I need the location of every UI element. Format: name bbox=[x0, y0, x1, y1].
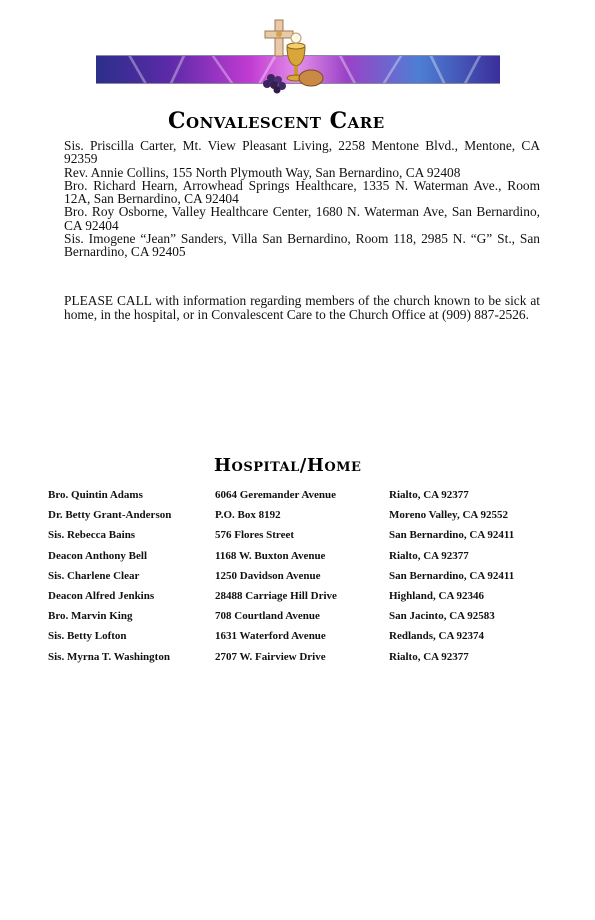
member-address: 708 Courtland Avenue bbox=[215, 610, 320, 623]
member-address: 1250 Davidson Avenue bbox=[215, 569, 321, 582]
member-city: Rialto, CA 92377 bbox=[389, 489, 469, 502]
member-name: Deacon Alfred Jenkins bbox=[48, 590, 155, 603]
table-row bbox=[48, 485, 549, 505]
list-item: Bro. Roy Osborne, Valley Healthcare Center, 1680 N. Waterman Ave, San Bernardino, CA 92404 bbox=[64, 204, 540, 233]
member-city: San Bernardino, CA 92411 bbox=[389, 569, 515, 582]
table-row bbox=[48, 626, 549, 646]
section-title-convalescent-care: Convalescent Care bbox=[168, 108, 385, 134]
member-city: Moreno Valley, CA 92552 bbox=[389, 509, 508, 522]
member-city: Rialto, CA 92377 bbox=[389, 549, 469, 562]
member-address: 576 Flores Street bbox=[215, 529, 295, 542]
member-name: Sis. Myrna T. Washington bbox=[48, 650, 170, 663]
section-title-hospital-home: Hospital/Home bbox=[214, 455, 362, 476]
list-item: Bro. Richard Hearn, Arrowhead Springs Healthcare, 1335 N. Waterman Ave., Room 12A, San Bernardino, CA 92404 bbox=[64, 177, 540, 207]
member-name: Sis. Rebecca Bains bbox=[48, 529, 136, 542]
member-city: San Bernardino, CA 92411 bbox=[389, 529, 515, 542]
member-address: 2707 W. Fairview Drive bbox=[215, 650, 326, 663]
member-name: Dr. Betty Grant-Anderson bbox=[48, 509, 172, 522]
table-row bbox=[48, 546, 549, 566]
member-name: Deacon Anthony Bell bbox=[48, 549, 148, 562]
table-row bbox=[48, 647, 549, 667]
table-row bbox=[48, 566, 549, 586]
member-address: P.O. Box 8192 bbox=[215, 509, 281, 522]
member-city: Rialto, CA 92377 bbox=[389, 650, 469, 663]
member-address: 6064 Geremander Avenue bbox=[215, 489, 336, 502]
list-item: Sis. Imogene “Jean” Sanders, Villa San Bernardino, Room 118, 2985 N. “G” St., San Bernardino, CA 92405 bbox=[64, 231, 540, 260]
convalescent-list bbox=[64, 139, 540, 259]
table-row bbox=[48, 606, 549, 626]
member-city: San Jacinto, CA 92583 bbox=[389, 610, 495, 623]
call-notice: PLEASE CALL with information regarding members of the church known to be sick at home, in the hospital, or in Convalescent Care to the Church Office at (909) 887-2526. bbox=[64, 293, 540, 322]
member-city: Highland, CA 92346 bbox=[389, 590, 485, 603]
list-item: Rev. Annie Collins, 155 North Plymouth Way, San Bernardino, CA 92408 bbox=[64, 164, 461, 180]
member-city: Redlands, CA 92374 bbox=[389, 630, 485, 643]
chalice-and-cross-icon bbox=[255, 18, 333, 94]
hospital-home-table bbox=[48, 485, 549, 667]
member-name: Sis. Charlene Clear bbox=[48, 569, 140, 582]
member-name: Bro. Quintin Adams bbox=[48, 489, 143, 502]
member-address: 1168 W. Buxton Avenue bbox=[215, 549, 326, 562]
table-row bbox=[48, 525, 549, 545]
member-address: 1631 Waterford Avenue bbox=[215, 630, 326, 643]
table-row bbox=[48, 586, 549, 606]
table-row bbox=[48, 505, 549, 525]
member-address: 28488 Carriage Hill Drive bbox=[215, 590, 337, 603]
member-name: Bro. Marvin King bbox=[48, 610, 133, 623]
list-item: Sis. Priscilla Carter, Mt. View Pleasant Living, 2258 Mentone Blvd., Mentone, CA 92359 bbox=[64, 138, 540, 167]
member-name: Sis. Betty Lofton bbox=[48, 630, 127, 643]
